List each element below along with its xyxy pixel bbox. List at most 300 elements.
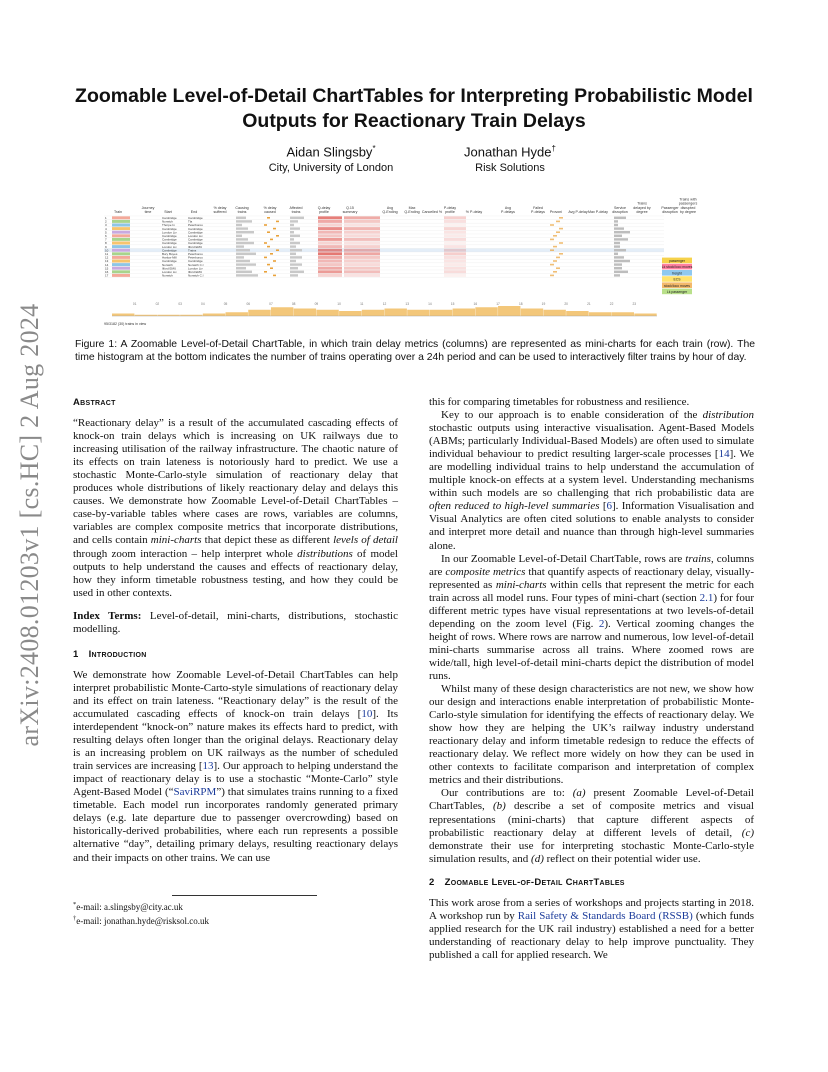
start-label: Cambridge bbox=[162, 259, 177, 264]
mini-bar bbox=[290, 227, 300, 229]
mini-bar bbox=[290, 253, 296, 255]
degree-bar bbox=[614, 227, 624, 229]
delay-marker bbox=[267, 217, 270, 219]
degree-bar bbox=[614, 253, 618, 255]
q-delay-profile-cell bbox=[318, 260, 342, 263]
histogram-tick-label: 17 bbox=[496, 302, 500, 306]
train-id-cell bbox=[112, 260, 130, 263]
column-header: Passenger bbox=[661, 205, 679, 210]
histogram-tick-label: 01 bbox=[132, 302, 137, 306]
mini-bar bbox=[290, 249, 302, 251]
column-header: disruption bbox=[612, 210, 628, 214]
figure-charttable bbox=[104, 192, 698, 327]
left-column bbox=[73, 396, 398, 865]
column-header: Max bbox=[408, 205, 416, 210]
train-id-cell bbox=[112, 270, 130, 273]
histogram-bar bbox=[226, 312, 248, 316]
mini-bar bbox=[236, 231, 254, 233]
start-label: London Liv bbox=[162, 244, 177, 249]
histogram-bar bbox=[453, 309, 475, 317]
row-number: 12 bbox=[105, 255, 109, 260]
start-label: Norwich bbox=[162, 219, 173, 224]
q-delay-profile-cell bbox=[318, 238, 342, 241]
mini-bar bbox=[290, 224, 294, 226]
p-delay-profile-cell bbox=[444, 216, 466, 219]
column-header: trains bbox=[237, 210, 247, 214]
disruption-marker bbox=[559, 242, 563, 244]
column-header: Affected bbox=[289, 205, 303, 210]
q-delay-profile-cell bbox=[318, 220, 342, 223]
train-id-cell bbox=[112, 231, 130, 234]
column-header: Trains with bbox=[679, 197, 697, 202]
end-label: London Liv bbox=[188, 234, 203, 238]
disruption-marker bbox=[556, 257, 560, 259]
p-delay-profile-cell bbox=[444, 224, 466, 227]
mini-bar bbox=[236, 263, 256, 265]
p-delay-profile-cell bbox=[444, 274, 466, 277]
train-id-cell bbox=[112, 245, 130, 248]
delay-marker bbox=[270, 239, 273, 241]
author-2: Jonathan Hyde† Risk Solutions bbox=[435, 144, 585, 174]
column-header: by degree bbox=[680, 210, 696, 214]
degree-bar bbox=[614, 217, 626, 219]
train-id-cell bbox=[112, 238, 130, 241]
start-label: Cambridge bbox=[162, 241, 177, 246]
column-header: % delay bbox=[213, 205, 227, 210]
q-delay-profile-cell bbox=[318, 216, 342, 219]
footnote-rule bbox=[172, 895, 317, 896]
histogram-tick-label: 06 bbox=[246, 302, 251, 306]
histogram-bar bbox=[430, 310, 452, 316]
column-header: Max P-delay bbox=[588, 210, 608, 214]
legend-label: Lk passenger bbox=[666, 290, 688, 294]
mini-bar bbox=[290, 245, 296, 247]
column-header: caused bbox=[264, 210, 276, 214]
column-header: delayed by bbox=[633, 205, 651, 210]
column-header: suffered bbox=[213, 210, 227, 214]
histogram-tick-label: 08 bbox=[291, 302, 296, 306]
intro-paragraph: We demonstrate how Zoomable Level-of-Detail ChartTables can help interpret probabilistic Monte-Carto-style simulations of reactionary delay and its effect on train lateness. “Reactionary delay” is the result of the accumulated cascading effects of knock-on train delays [10]. Its interdependent “knock-on” nature makes its effects hard to predict, with resulting delays often longer than the original delays. Reactionary delay is an increasing problem on UK railways as the number of scheduled train services are increasing [13]. Our approach to helping understand the impact of reactionary delay is to use a stochastic “Monte-Carlo” style Agent-Based Model (“SaviRPM”) that simulates trains running to a fixed timetable. Each model run incorporates randomly generated primary delays (e.g. late departure due to passenger overcrowding) based on historically-derived probabilities, where each run represents a possible alternative “day”, detailing primary delays, resulting reactionary delays and their impacts on other trains. We can use bbox=[73, 668, 398, 864]
start-label: Cambridge bbox=[162, 216, 177, 220]
end-label: Cambridge bbox=[188, 230, 203, 235]
row-number: 16 bbox=[105, 270, 109, 274]
q-delay-profile-cell bbox=[318, 252, 342, 255]
footnote: *e-mail: a.slingsby@city.ac.uk bbox=[73, 901, 183, 912]
disruption-marker bbox=[556, 231, 560, 233]
degree-bar bbox=[614, 274, 620, 276]
savirpm-link[interactable]: SaviRPM bbox=[173, 786, 217, 799]
histogram-bar bbox=[566, 311, 588, 316]
delay-marker bbox=[267, 231, 270, 233]
q-summary-cell bbox=[344, 252, 380, 255]
mini-bar bbox=[290, 263, 302, 265]
q-delay-profile-cell bbox=[318, 224, 342, 227]
histogram-bar bbox=[385, 309, 407, 317]
row-number: 6 bbox=[105, 234, 107, 238]
end-label: Norwich C.I bbox=[188, 273, 204, 278]
column-header: P-delays bbox=[501, 210, 515, 214]
histogram-tick-label: 22 bbox=[609, 302, 614, 306]
mini-bar bbox=[290, 220, 298, 222]
degree-bar bbox=[614, 245, 620, 247]
mini-bar bbox=[236, 224, 242, 226]
paragraph: This work arose from a series of workshops and projects starting in 2018. A workshop run by Rail Safety & Standards Board (RSSB) (which funds applied research for the UK rail industry) established a need for a better understanding of reactionary delay to help improve punctuality. They published a call for applied research. We bbox=[429, 896, 754, 961]
degree-bar bbox=[614, 235, 622, 237]
paragraph: In our Zoomable Level-of-Detail ChartTable, rows are trains, columns are composite metrics that quantify aspects of reactionary delay, visually-represented as mini-charts within cells that represent the metric for each train across all model runs. Four types of mini-chart (section 2.1) for four different metric types have visual representations at two levels-of-detail depending on the zoom level (Fig. 2). Vertical zooming changes the height of rows. Where rows are narrow and numerous, low level-of-detail mini-charts summarise across all trains. Where zoomed rows are wide/tall, high level-of-detail mini-charts depict the distribution of model runs. bbox=[429, 552, 755, 682]
delay-marker bbox=[273, 260, 276, 262]
row-number: 10 bbox=[105, 248, 109, 253]
end-label: Peterborou bbox=[188, 255, 203, 260]
author-name: Jonathan Hyde bbox=[464, 144, 552, 160]
figure-link[interactable]: 2 bbox=[598, 617, 605, 630]
mini-bar bbox=[290, 260, 296, 262]
row-number: 17 bbox=[105, 273, 109, 278]
disruption-marker bbox=[550, 264, 554, 266]
q-summary-cell bbox=[344, 216, 380, 219]
column-header: Avg bbox=[504, 205, 512, 210]
legend-label: freight bbox=[672, 271, 682, 276]
histogram-tick-label: 12 bbox=[382, 302, 387, 306]
disruption-marker bbox=[553, 271, 557, 273]
column-header: End bbox=[190, 210, 198, 214]
column-header: Q-delay bbox=[317, 205, 331, 210]
q-delay-profile-cell bbox=[318, 242, 342, 245]
column-header: P-delay bbox=[443, 205, 457, 210]
right-column bbox=[429, 396, 754, 962]
mini-bar bbox=[290, 271, 304, 273]
citation-link[interactable]: 13 bbox=[202, 760, 214, 773]
section-link[interactable]: 2.1 bbox=[699, 591, 714, 604]
mini-bar bbox=[236, 242, 254, 244]
histogram-tick-label: 07 bbox=[269, 302, 273, 306]
train-id-cell bbox=[112, 256, 130, 259]
column-header: disruption bbox=[662, 210, 678, 214]
histogram-tick-label: 14 bbox=[428, 302, 432, 306]
mini-bar bbox=[236, 235, 242, 237]
q-summary-cell bbox=[344, 249, 380, 252]
column-header: Causing bbox=[235, 205, 249, 210]
train-id-cell bbox=[112, 267, 130, 270]
mini-bar bbox=[236, 245, 244, 247]
histogram-bar bbox=[316, 310, 338, 316]
degree-bar bbox=[614, 263, 622, 265]
histogram-bar bbox=[589, 312, 611, 316]
disruption-marker bbox=[553, 246, 557, 248]
histogram-bar bbox=[407, 310, 429, 316]
train-id-cell bbox=[112, 224, 130, 227]
row-number: 1 bbox=[105, 216, 107, 220]
mini-bar bbox=[290, 238, 294, 240]
disruption-marker bbox=[559, 228, 563, 230]
column-header: Journey bbox=[141, 205, 155, 210]
legend-label: stock/loco moves bbox=[663, 283, 691, 288]
histogram-bar bbox=[634, 314, 656, 317]
histogram-tick-label: 15 bbox=[450, 302, 455, 306]
end-label: Cambridge bbox=[188, 216, 203, 220]
q-delay-profile-cell bbox=[318, 249, 342, 252]
end-label: London Liv bbox=[188, 266, 203, 271]
column-header: profile bbox=[319, 210, 329, 214]
histogram-tick-label: 11 bbox=[360, 302, 364, 306]
q-summary-cell bbox=[344, 260, 380, 263]
mini-bar bbox=[290, 256, 302, 258]
mini-bar bbox=[236, 249, 250, 251]
degree-bar bbox=[614, 249, 626, 251]
histogram-bar bbox=[203, 314, 225, 317]
q-delay-profile-cell bbox=[318, 270, 342, 273]
histogram-bar bbox=[362, 310, 384, 316]
delay-marker bbox=[267, 246, 270, 248]
train-id-cell bbox=[112, 274, 130, 277]
histogram-bar bbox=[543, 310, 565, 316]
footnote: †e-mail: jonathan.hyde@risksol.co.uk bbox=[73, 915, 210, 926]
train-id-cell bbox=[112, 227, 130, 230]
delay-marker bbox=[270, 267, 273, 269]
start-label: Ilford EMU bbox=[162, 266, 177, 271]
q-summary-cell bbox=[344, 274, 380, 277]
disruption-marker bbox=[550, 249, 554, 251]
p-delay-profile-cell bbox=[444, 227, 466, 230]
arxiv-identifier: arXiv:2408.01203v1 [cs.HC] 2 Aug 2024 bbox=[15, 303, 44, 747]
degree-bar bbox=[614, 242, 620, 244]
end-label: Ilford EMU bbox=[188, 270, 203, 274]
paper-title: Zoomable Level-of-Detail ChartTables for Interpreting Probabilistic Model Outputs for Reactionary Train Delays bbox=[75, 85, 753, 132]
row-number: 5 bbox=[105, 230, 107, 235]
rssb-link[interactable]: Rail Safety & Standards Board (RSSB) bbox=[517, 909, 693, 922]
delay-marker bbox=[264, 224, 267, 226]
start-label: Cambridge bbox=[162, 248, 177, 253]
q-delay-profile-cell bbox=[318, 274, 342, 277]
histogram-tick-label: 18 bbox=[518, 302, 523, 306]
section-2-heading: 2 Zoomable Level-of-Detail ChartTables bbox=[429, 876, 625, 888]
disruption-marker bbox=[556, 267, 560, 269]
degree-bar bbox=[614, 260, 630, 262]
p-delay-profile-cell bbox=[444, 252, 466, 255]
mini-bar bbox=[290, 235, 300, 237]
column-header: passengers bbox=[678, 201, 698, 206]
train-id-cell bbox=[112, 242, 130, 245]
q-summary-cell bbox=[344, 263, 380, 266]
mini-bar bbox=[236, 220, 252, 222]
p-delay-profile-cell bbox=[444, 270, 466, 273]
train-id-cell bbox=[112, 252, 130, 255]
histogram-bar bbox=[248, 310, 270, 316]
column-header: time bbox=[144, 210, 152, 214]
disruption-marker bbox=[559, 217, 563, 219]
column-header: disrupted bbox=[680, 205, 696, 210]
q-delay-profile-cell bbox=[318, 234, 342, 237]
citation-link[interactable]: 10 bbox=[361, 707, 373, 720]
start-label: London Liv bbox=[162, 230, 177, 235]
mini-bar bbox=[290, 231, 294, 233]
legend-label: passenger bbox=[669, 259, 685, 263]
end-label: Cambridge bbox=[188, 226, 203, 231]
column-header: Q-Ending bbox=[404, 210, 420, 214]
histogram-bar bbox=[112, 314, 134, 317]
train-id-cell bbox=[112, 220, 130, 223]
end-label: Cambridge bbox=[188, 259, 203, 264]
disruption-marker bbox=[553, 260, 557, 262]
row-number: 8 bbox=[105, 241, 107, 246]
histogram-bar bbox=[612, 312, 634, 316]
mini-bar bbox=[290, 242, 300, 244]
end-label: Peterborou bbox=[188, 252, 203, 256]
degree-bar bbox=[614, 267, 622, 269]
p-delay-profile-cell bbox=[444, 260, 466, 263]
column-header: Provoni bbox=[549, 210, 563, 214]
mini-bar bbox=[290, 274, 298, 276]
paragraph: this for comparing timetables for robustness and resilience. bbox=[429, 396, 690, 408]
index-terms: Index Terms: Level-of-detail, mini-charts, distributions, stochastic modelling. bbox=[73, 609, 399, 635]
q-delay-profile-cell bbox=[318, 245, 342, 248]
end-label: Peterborou bbox=[188, 223, 203, 228]
row-number: 9 bbox=[105, 244, 107, 249]
start-label: Cambridge bbox=[162, 226, 177, 231]
histogram-bar bbox=[294, 309, 316, 317]
column-header: Train bbox=[113, 210, 123, 214]
q-summary-cell bbox=[344, 234, 380, 237]
column-header: % delay bbox=[263, 205, 277, 210]
train-id-cell bbox=[112, 216, 130, 219]
abstract-text: “Reactionary delay” is a result of the accumulated cascading effects of knock-on train delays which is increasing on UK railways due to increasing utilisation of the railway infrastructure. The chaotic nature of its effects on train lateness is notoriously hard to predict. We use a stochastic Monte-Carlo-style simulation of reactionary delay that produces whole distributions of likely reactionary delay and delays this causes. We demonstrate how Zoomable Level-of-Detail ChartTables – case-by-variable tables where cases are rows, variables are columns, variables are complex composite metrics that incorporate distributions, and cells contain mini-charts that depict these as different levels of detail through zoom interaction – help interpret whole distributions of model outputs to help understand the causes and effects of reactionary delay, how they inform timetable robustness testing, and how they could be used in other contexts. bbox=[73, 417, 398, 599]
mini-bar bbox=[236, 271, 252, 273]
histogram-tick-label: 02 bbox=[155, 302, 160, 306]
p-delay-profile-cell bbox=[444, 263, 466, 266]
row-number: 15 bbox=[105, 266, 109, 271]
column-header: P-delays bbox=[531, 210, 545, 214]
p-delay-profile-cell bbox=[444, 267, 466, 270]
row-number: 14 bbox=[105, 262, 109, 267]
column-header: Start bbox=[164, 210, 172, 214]
column-header: % P-delay bbox=[465, 210, 483, 214]
end-label: Tla bbox=[188, 219, 193, 224]
delay-marker bbox=[276, 221, 279, 223]
legend-label: ECS bbox=[673, 277, 681, 282]
end-label: Ilford EMU bbox=[188, 244, 203, 249]
column-header: Avg P-delay bbox=[568, 210, 588, 214]
histogram-tick-label: 16 bbox=[473, 302, 478, 306]
row-number: 7 bbox=[105, 237, 107, 242]
section-1-heading: 1 Introduction bbox=[73, 648, 147, 660]
column-header: Avg bbox=[386, 205, 394, 210]
histogram-tick-label: 09 bbox=[314, 302, 319, 306]
author-affiliation: City, University of London bbox=[268, 162, 394, 175]
delay-marker bbox=[273, 228, 276, 230]
q-delay-profile-cell bbox=[318, 231, 342, 234]
start-label: Norwich bbox=[162, 262, 173, 267]
delay-marker bbox=[276, 249, 279, 251]
q-summary-cell bbox=[344, 231, 380, 234]
start-label: London Liv bbox=[162, 270, 177, 274]
paragraph: Key to our approach is to enable consideration of the distribution stochastic outputs using interactive visualisation. Agent-Based Models (ABMs; particularly Individual-Based Models) are often used to simulate individual behaviour to predict resulting larger-scale processes [14]. We are modelling individual trains to help understand the accumulation of multiple knock-on effects at a system level. Understanding mechanisms within such models are so challenging that rich probabilistic data are often reduced to high-level summaries [6]. Information Visualisation and Visual Analytics are often cited solutions to enable analysts to consider and interpret more detail and nuance than through high-level summaries alone. bbox=[429, 409, 755, 552]
row-number: 11 bbox=[105, 252, 109, 256]
start-label: Cambridge bbox=[162, 237, 177, 242]
p-delay-profile-cell bbox=[444, 245, 466, 248]
column-header: profile bbox=[445, 210, 455, 214]
train-id-cell bbox=[112, 263, 130, 266]
p-delay-profile-cell bbox=[444, 242, 466, 245]
q-summary-cell bbox=[344, 242, 380, 245]
start-label: Bury Boyes bbox=[162, 252, 178, 256]
delay-marker bbox=[264, 242, 267, 244]
p-delay-profile-cell bbox=[444, 234, 466, 237]
mini-bar bbox=[290, 217, 304, 219]
column-header: Q.15 bbox=[346, 205, 354, 210]
disruption-marker bbox=[550, 239, 554, 241]
row-number: 4 bbox=[105, 226, 107, 231]
abstract-heading: Abstract bbox=[73, 397, 116, 408]
degree-bar bbox=[614, 224, 618, 226]
paragraph: Our contributions are to: (a) present Zoomable Level-of-Detail ChartTables, (b) describe a set of composite metrics and visual representations (mini-charts) that capture different aspects of probabilistic reactionary delay at different levels of detail, (c) demonstrate their use for interpreting stochastic Monte-Carlo-style simulation results, and (d) reflect on their potential wider use. bbox=[429, 787, 754, 865]
q-delay-profile-cell bbox=[318, 263, 342, 266]
train-id-cell bbox=[112, 249, 130, 252]
start-label: Harlow Mill bbox=[162, 255, 177, 260]
p-delay-profile-cell bbox=[444, 249, 466, 252]
mini-bar bbox=[236, 256, 244, 258]
delay-marker bbox=[264, 271, 267, 273]
delay-marker bbox=[267, 264, 270, 266]
q-summary-cell bbox=[344, 220, 380, 223]
histogram-bar bbox=[475, 307, 497, 316]
p-delay-profile-cell bbox=[444, 238, 466, 241]
figure-caption: Figure 1: A Zoomable Level-of-Detail ChartTable, in which train delay metrics (columns) are represented as mini-charts for each train (row). The time histogram at the bottom indicates the number of trains operating over a 24h period and can be used to interactively filter trains by hour of day. bbox=[75, 339, 755, 363]
disruption-marker bbox=[553, 235, 557, 237]
delay-marker bbox=[276, 235, 279, 237]
q-summary-cell bbox=[344, 267, 380, 270]
disruption-marker bbox=[556, 221, 560, 223]
q-summary-cell bbox=[344, 245, 380, 248]
start-label: Norwich bbox=[162, 273, 173, 278]
column-header: Service bbox=[614, 205, 626, 210]
end-label: Trains bbox=[188, 248, 197, 253]
histogram-bar bbox=[339, 311, 361, 316]
histogram-tick-label: 21 bbox=[587, 302, 591, 306]
degree-bar bbox=[614, 231, 630, 233]
histogram-bar bbox=[521, 309, 543, 317]
mini-bar bbox=[236, 274, 258, 276]
train-id-cell bbox=[112, 234, 130, 237]
q-summary-cell bbox=[344, 227, 380, 230]
column-header: summary bbox=[342, 210, 358, 214]
histogram-tick-label: 10 bbox=[337, 302, 341, 306]
disruption-marker bbox=[550, 224, 554, 226]
citation-link[interactable]: 14 bbox=[718, 448, 730, 461]
paragraph: Whilst many of these design characteristics are not new, we show how our design and interactions enable interpretation of probabilistic Monte-Carlo-style simulation for identifying the effects of reactionary delay. We show how they are helping the UK’s railway industry understand reactionary delay and inform timetable redesign to reduce the effects of reactionary delay. We reflect more widely on how they can be used in other contexts to facilitate comparison and interpretation of complex metrics and their distributions. bbox=[429, 683, 754, 787]
citation-link[interactable]: 6 bbox=[606, 500, 613, 513]
q-delay-profile-cell bbox=[318, 256, 342, 259]
histogram-tick-label: 23 bbox=[632, 302, 637, 306]
column-header: Q-Ending bbox=[382, 210, 398, 214]
q-delay-profile-cell bbox=[318, 267, 342, 270]
q-summary-cell bbox=[344, 256, 380, 259]
start-label: Cambridge bbox=[162, 234, 177, 238]
mini-bar bbox=[236, 253, 256, 255]
q-delay-profile-cell bbox=[318, 227, 342, 230]
p-delay-profile-cell bbox=[444, 220, 466, 223]
column-header: Failed bbox=[533, 205, 543, 210]
q-summary-cell bbox=[344, 238, 380, 241]
disruption-marker bbox=[550, 275, 554, 277]
delay-marker bbox=[273, 275, 276, 277]
degree-bar bbox=[614, 256, 624, 258]
mini-bar bbox=[236, 267, 246, 269]
end-label: Norwich C.I bbox=[188, 262, 204, 267]
column-header: trains bbox=[291, 210, 301, 214]
row-number: 3 bbox=[105, 223, 107, 228]
histogram-tick-label: 19 bbox=[541, 302, 546, 306]
figure-footer-note: 95/3182 (30) trains in view bbox=[104, 322, 147, 326]
histogram-bar bbox=[498, 306, 520, 316]
